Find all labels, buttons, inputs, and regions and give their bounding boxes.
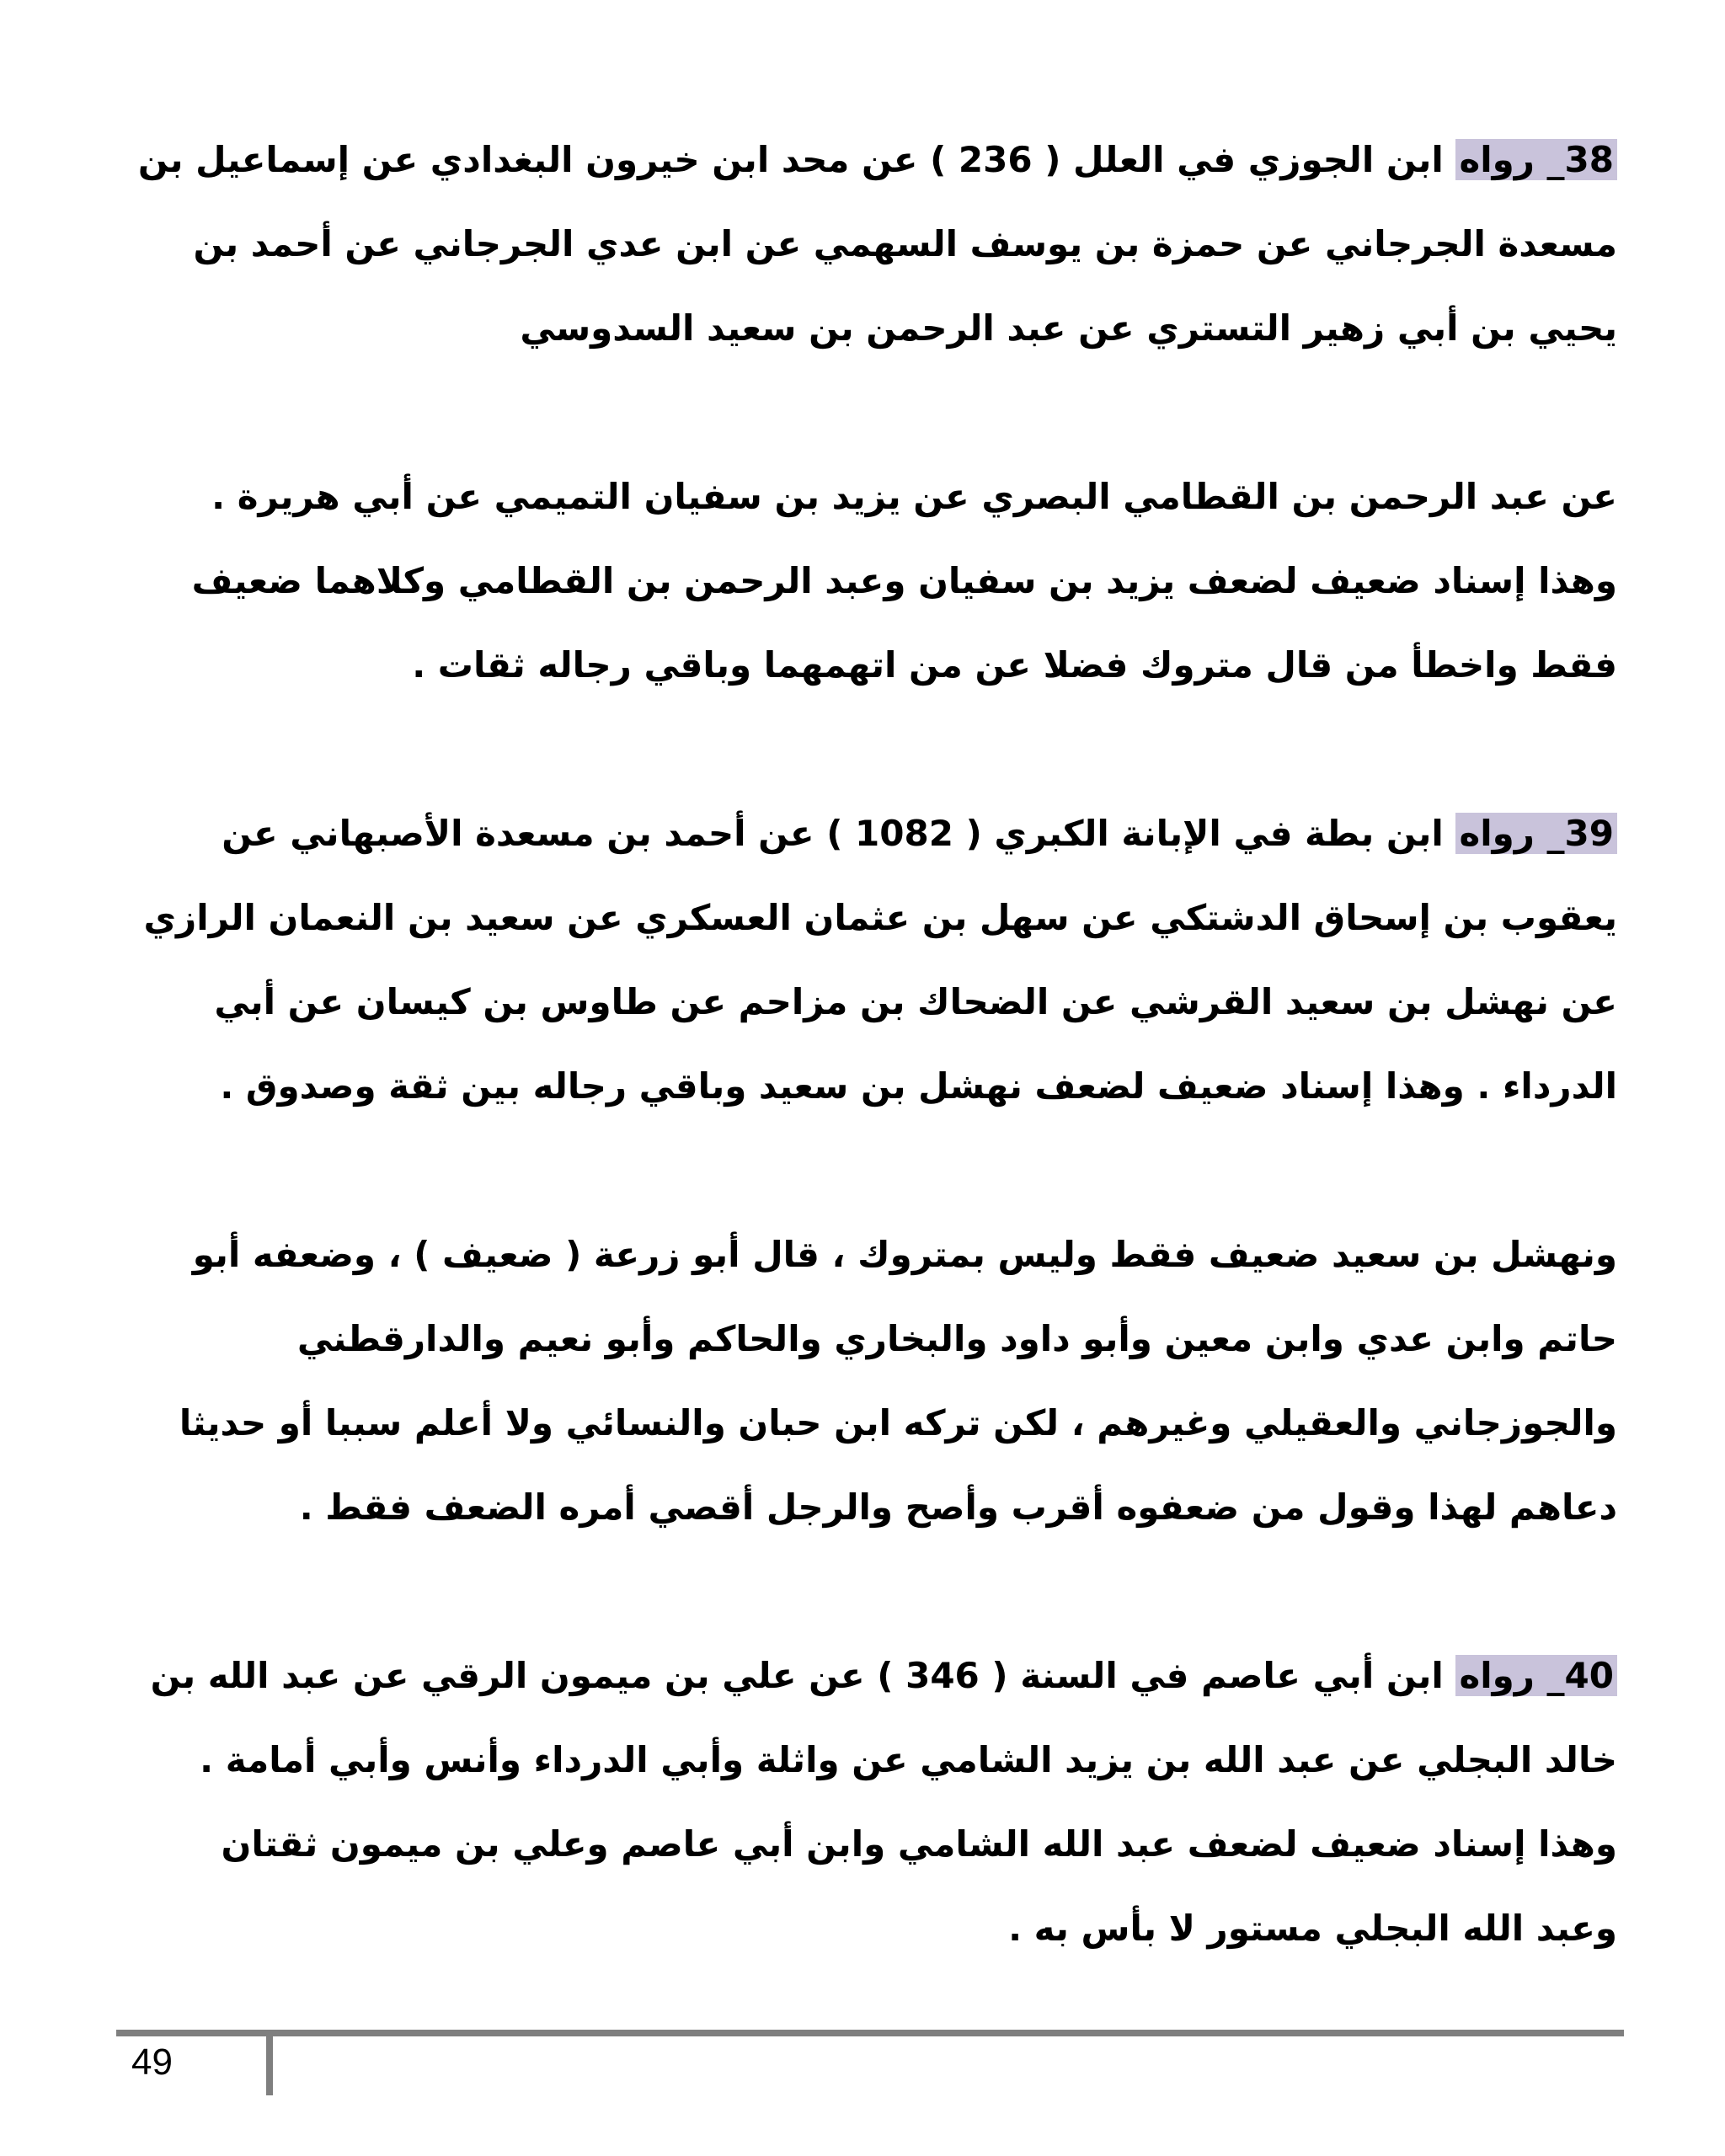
footer-rule <box>116 2030 1624 2036</box>
footer-divider-tick <box>266 2036 273 2095</box>
page-number: 49 <box>131 2041 173 2083</box>
commentary-39-text: ونهشل بن سعيد ضعيف فقط وليس بمتروك ، قال أبو زرعة ( ضعيف ) ، وضعفه أبو حاتم وابن عدي وابن معين وأبو داود والبخاري والحاكم وأبو نعيم والدارقطني والجوزجاني والعقيلي وغيرهم ، لكن تركه ابن حبان والنسائي ولا أعلم سببا أو حديثا دعاهم لهذا وقول من ضعفوه أقرب وأصح والرجل أقصي أمره الضعف فقط . <box>179 1234 1617 1528</box>
hadith-number-39: 39_ رواه <box>1455 813 1617 854</box>
commentary-39 <box>135 1213 1617 1550</box>
hadith-38 <box>135 118 1617 371</box>
commentary-38-text: عن عبد الرحمن بن القطامي البصري عن يزيد بن سفيان التميمي عن أبي هريرة . وهذا إسناد ضعيف لضعف يزيد بن سفيان وعبد الرحمن بن القطامي وكلاهما ضعيف فقط واخطأ من قال متروك فضلا عن من اتهمهما وباقي رجاله ثقات . <box>191 476 1617 686</box>
hadith-40 <box>135 1634 1617 1971</box>
hadith-number-40: 40_ رواه <box>1455 1655 1617 1696</box>
hadith-39-text: ابن بطة في الإبانة الكبري ( 1082 ) عن أحمد بن مسعدة الأصبهاني عن يعقوب بن إسحاق الدشتكي عن سهل بن عثمان العسكري عن سعيد بن النعمان الرازي عن نهشل بن سعيد القرشي عن الضحاك بن مزاحم عن طاوس بن كيسان عن أبي الدرداء . وهذا إسناد ضعيف لضعف نهشل بن سعيد وباقي رجاله بين ثقة وصدوق . <box>143 813 1617 1107</box>
hadith-number-38: 38_ رواه <box>1455 139 1617 180</box>
hadith-39 <box>135 792 1617 1129</box>
hadith-38-text: ابن الجوزي في العلل ( 236 ) عن محد ابن خيرون البغدادي عن إسماعيل بن مسعدة الجرجاني عن حمزة بن يوسف السهمي عن ابن عدي الجرجاني عن أحمد بن يحيي بن أبي زهير التستري عن عبد الرحمن بن سعيد السدوسي <box>137 139 1617 349</box>
commentary-38 <box>135 455 1617 707</box>
page-body <box>135 118 1617 2055</box>
hadith-40-text: ابن أبي عاصم في السنة ( 346 ) عن علي بن ميمون الرقي عن عبد الله بن خالد البجلي عن عبد الله بن يزيد الشامي عن واثلة وأبي الدرداء وأنس وأبي أمامة . وهذا إسناد ضعيف لضعف عبد الله الشامي وابن أبي عاصم وعلي بن ميمون ثقتان وعبد الله البجلي مستور لا بأس به . <box>150 1655 1617 1949</box>
